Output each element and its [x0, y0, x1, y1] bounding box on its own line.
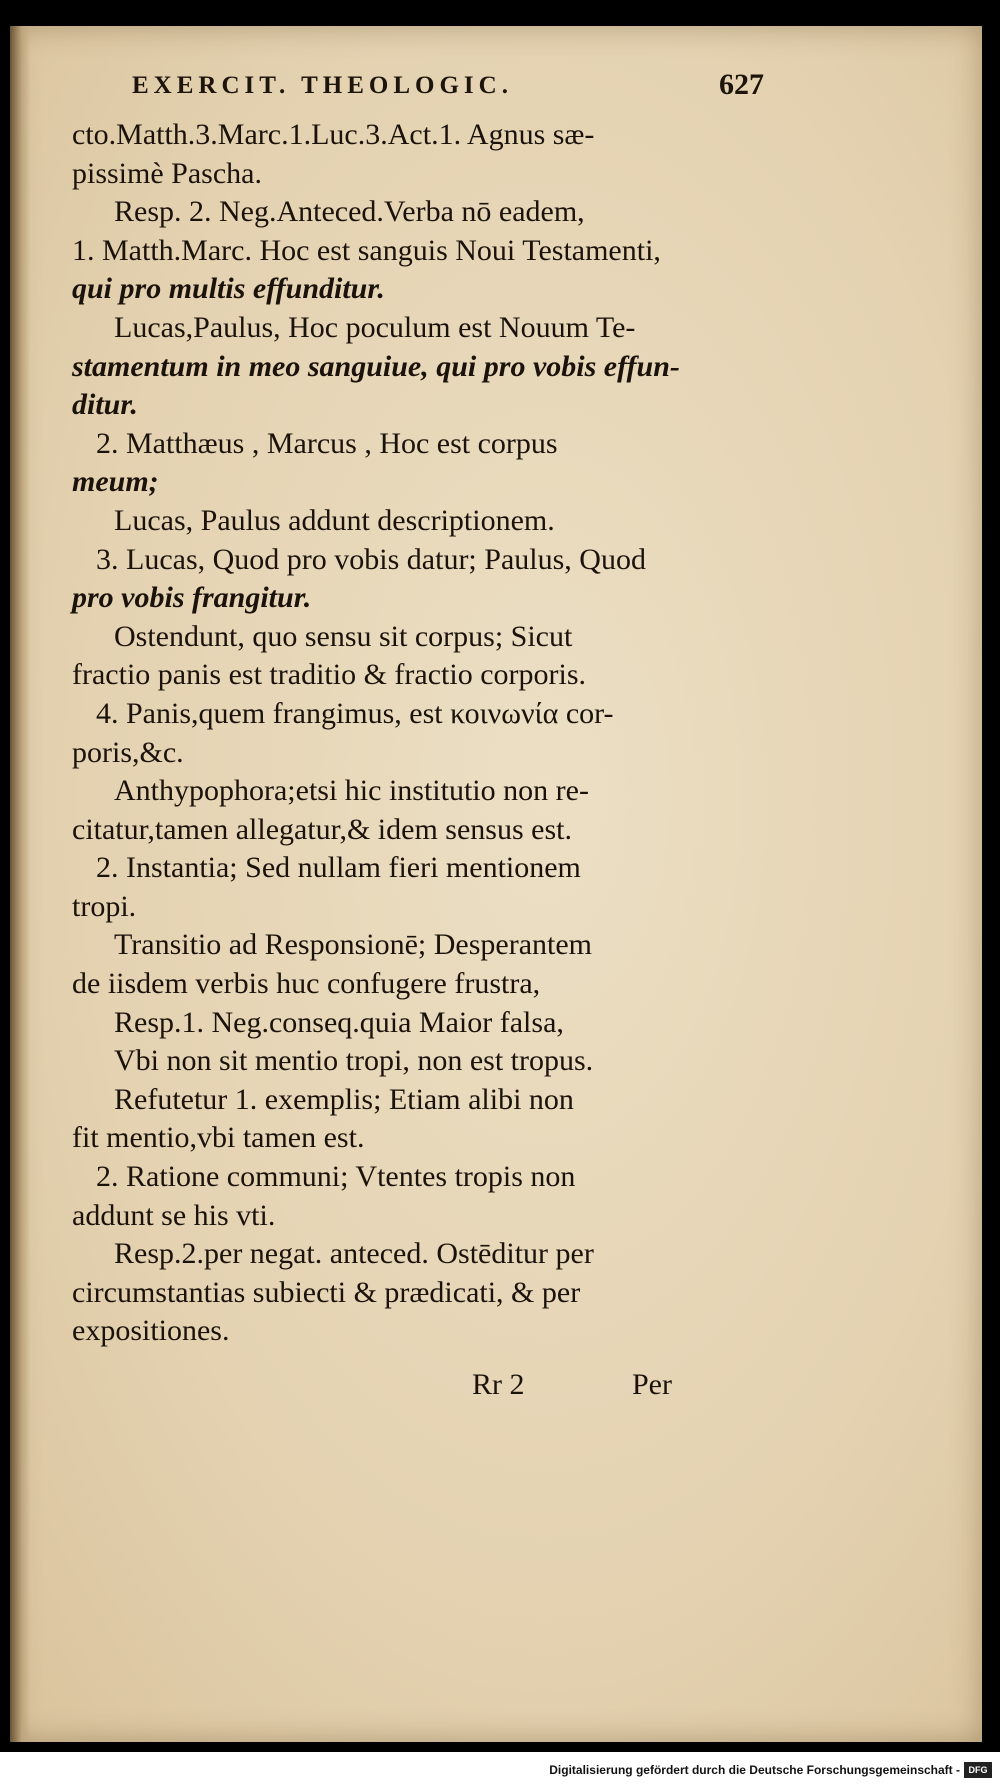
- footer-credit: Digitalisierung gefördert durch die Deutsche Forschungsgemeinschaft -: [549, 1763, 960, 1777]
- text-line: 2. Instantia; Sed nullam fieri mentionem: [96, 851, 581, 885]
- text-line: circumstantias subiecti & prædicati, & per: [72, 1275, 581, 1309]
- text-line: Resp.2.per negat. anteced. Ostēditur per: [114, 1237, 594, 1271]
- text-line: Lucas, Paulus addunt descriptionem.: [114, 503, 555, 537]
- text-line: pissimè Pascha.: [72, 156, 262, 190]
- text-line: poris,&c.: [72, 735, 184, 769]
- text-line: 1. Matth.Marc. Hoc est sanguis Noui Testamenti,: [72, 233, 661, 267]
- running-title: EXERCIT. THEOLOGIC.: [132, 72, 513, 99]
- text-line: de iisdem verbis huc confugere frustra,: [72, 967, 541, 1001]
- text-line: Lucas,Paulus, Hoc poculum est Nouum Te-: [114, 310, 636, 344]
- running-head: [72, 68, 764, 108]
- text-line: 4. Panis,quem frangimus, est κοινωνία cor-: [96, 696, 614, 730]
- text-line: Resp. 2. Neg.Anteced.Verba nō eadem,: [114, 195, 585, 229]
- body-text: [72, 116, 708, 1351]
- text-line: 2. Matthæus , Marcus , Hoc est corpus: [96, 426, 558, 460]
- text-line: ditur.: [72, 388, 138, 422]
- text-line: cto.Matth.3.Marc.1.Luc.3.Act.1. Agnus sæ-: [72, 118, 595, 151]
- text-line: citatur,tamen allegatur,& idem sensus est.: [72, 812, 572, 846]
- text-line: Refutetur 1. exemplis; Etiam alibi non: [114, 1082, 574, 1116]
- text-line: Ostendunt, quo sensu sit corpus; Sicut: [114, 619, 573, 653]
- page-number: 627: [719, 68, 764, 101]
- catchword: Per: [632, 1368, 672, 1401]
- text-line: Transitio ad Responsionē; Desperantem: [114, 928, 592, 962]
- text-line: tropi.: [72, 889, 137, 923]
- text-line: pro vobis frangitur.: [72, 581, 312, 615]
- text-line: meum;: [72, 465, 159, 499]
- dfg-logo-icon: DFG: [964, 1762, 992, 1778]
- text-line: fractio panis est traditio & fractio corporis.: [72, 658, 586, 692]
- text-line: Resp.1. Neg.conseq.quia Maior falsa,: [114, 1005, 564, 1039]
- text-line: qui pro multis effunditur.: [72, 272, 385, 306]
- text-line: stamentum in meo sanguiue, qui pro vobis effun-: [72, 349, 680, 383]
- text-line: 2. Ratione communi; Vtentes tropis non: [96, 1160, 576, 1194]
- catchline: [0, 1368, 1000, 1408]
- text-line: 3. Lucas, Quod pro vobis datur; Paulus, Quod: [96, 542, 646, 576]
- text-line: addunt se his vti.: [72, 1198, 276, 1232]
- text-line: fit mentio,vbi tamen est.: [72, 1121, 365, 1155]
- signature-mark: Rr 2: [472, 1368, 525, 1401]
- text-line: Anthypophora;etsi hic institutio non re-: [114, 774, 589, 808]
- page-gutter-shadow: [10, 26, 30, 1742]
- text-line: expositiones.: [72, 1314, 230, 1348]
- digitization-footer: [0, 1752, 1000, 1788]
- text-line: Vbi non sit mentio tropi, non est tropus.: [114, 1044, 594, 1078]
